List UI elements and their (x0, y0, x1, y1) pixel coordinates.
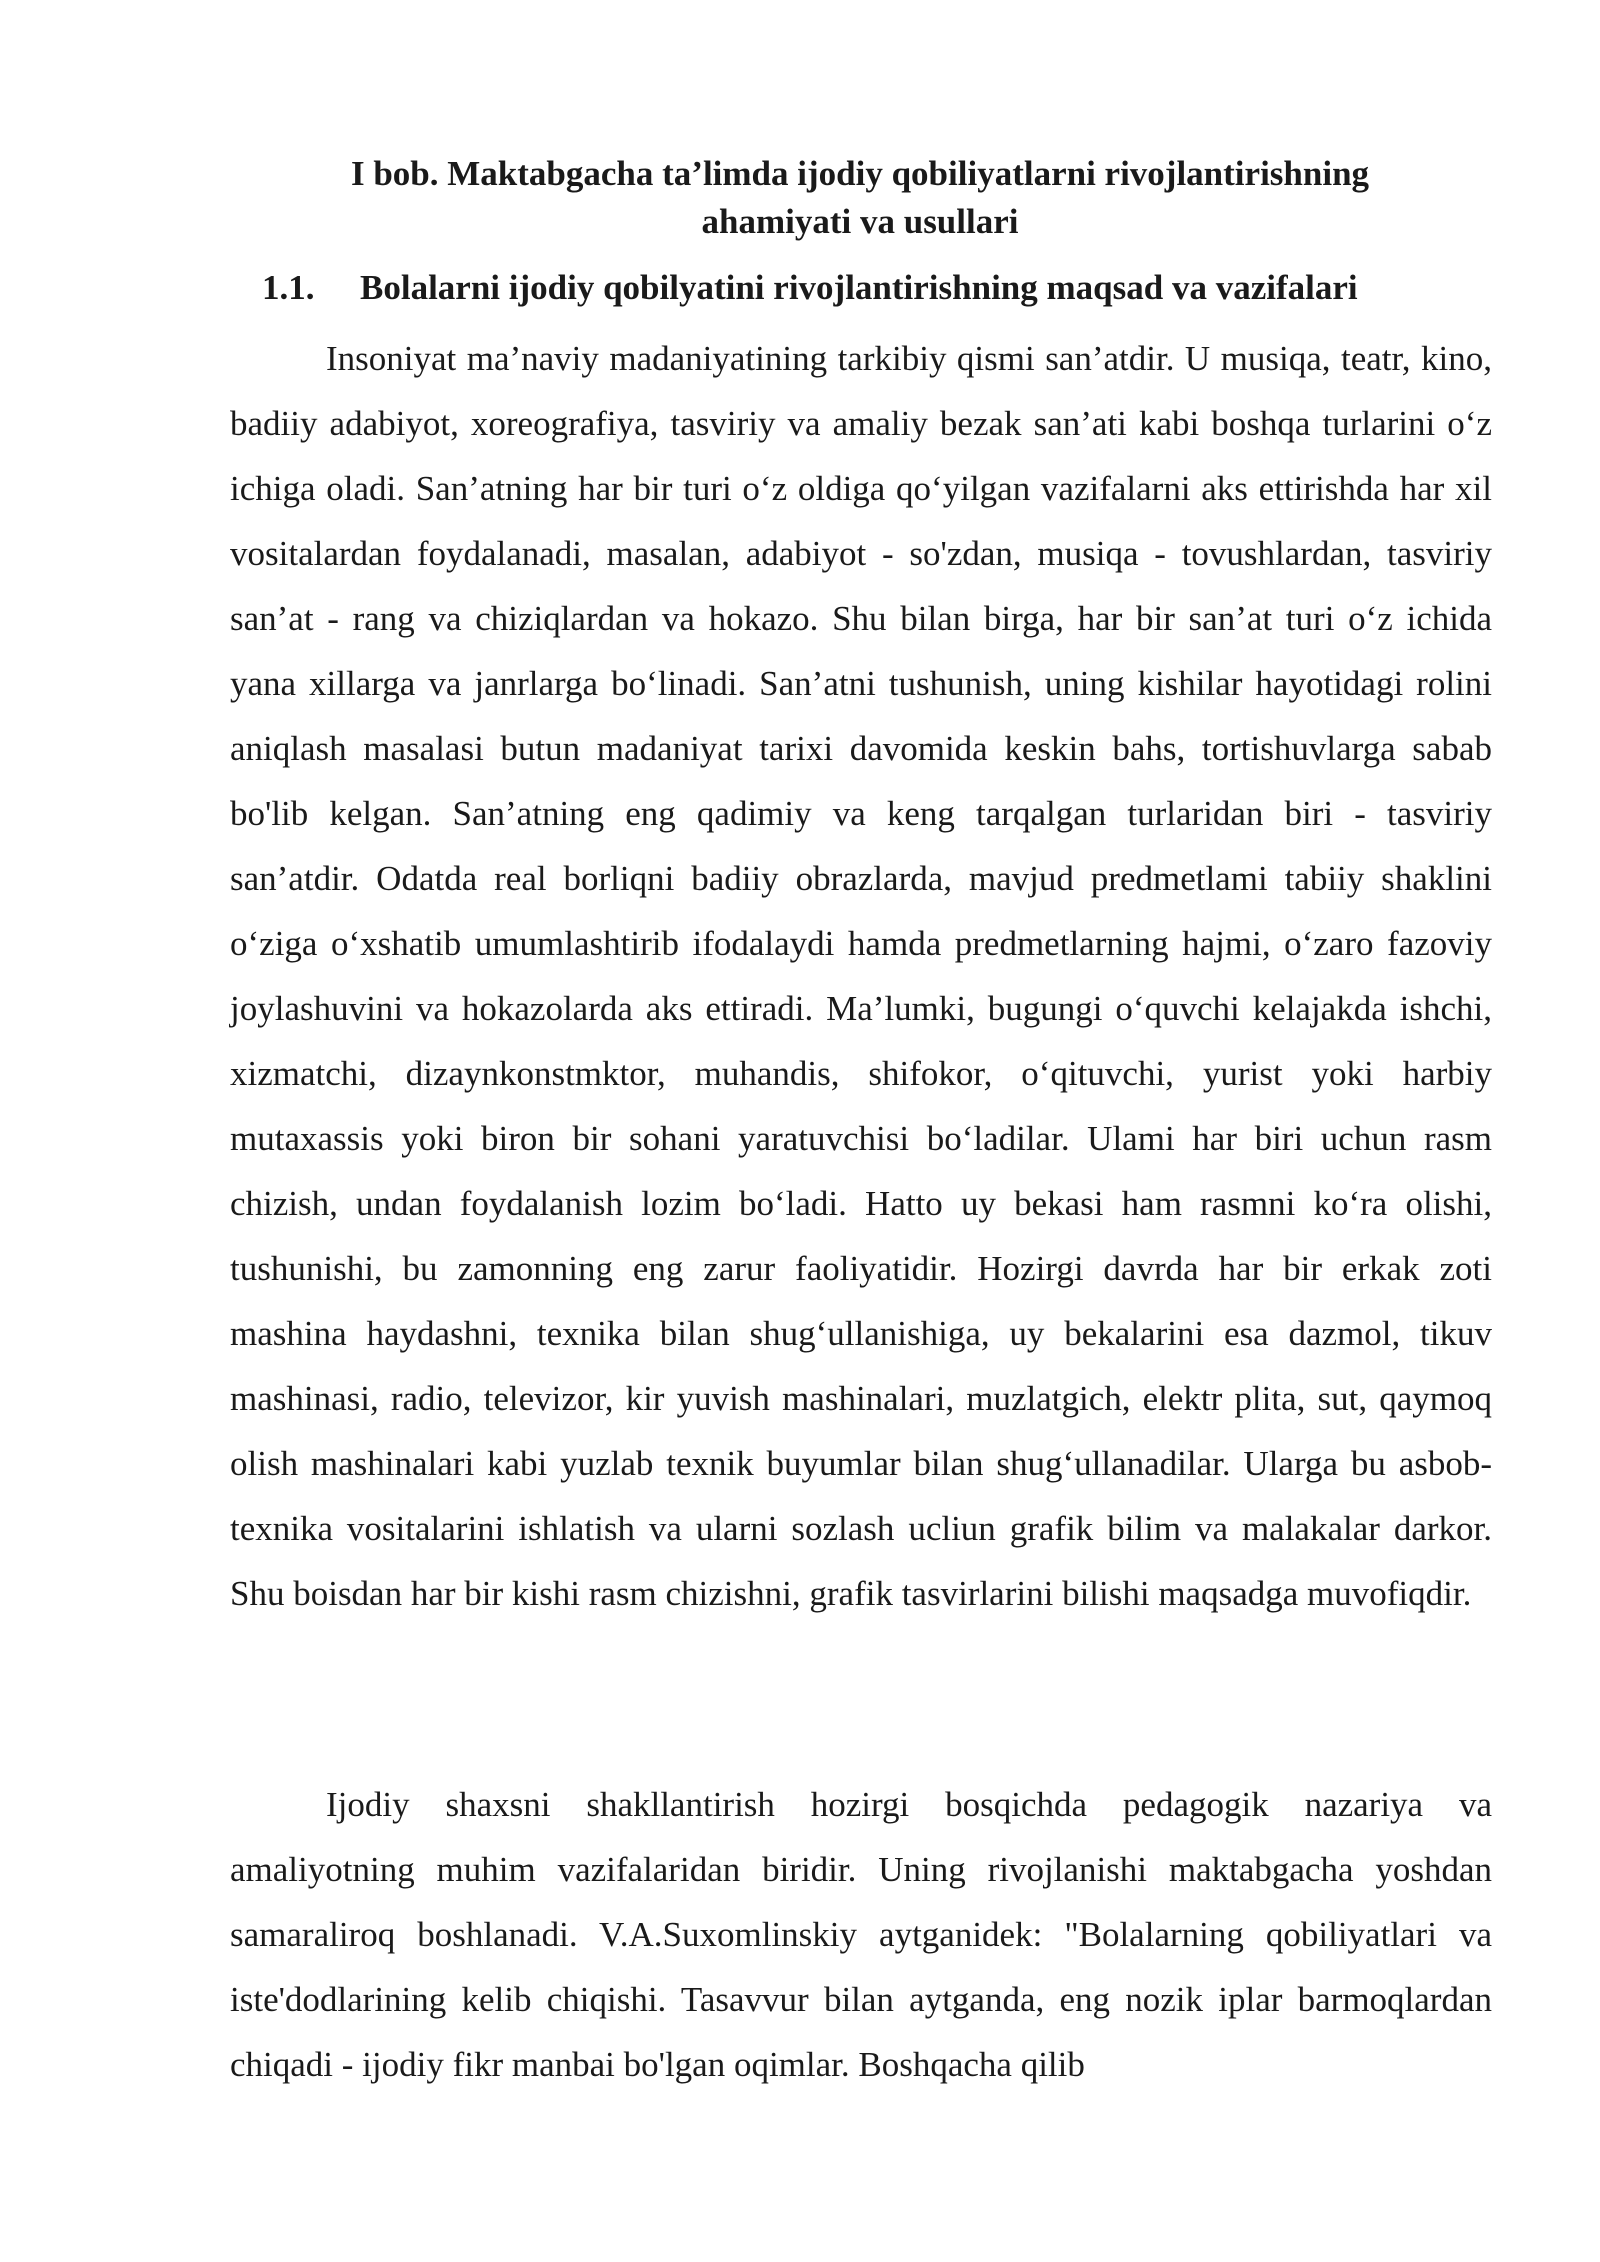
section-title: Bolalarni ijodiy qobilyatini rivojlantirishning maqsad va vazifalari (360, 268, 1358, 307)
body-paragraph-2: Ijodiy shaxsni shakllantirish hozirgi bosqichda pedagogik nazariya va amaliyotning muhim vazifalaridan biridir. Uning rivojlanishi maktabgacha yoshdan samaraliroq boshlanadi. V.A.Suxomlinskiy aytganidek: "Bolalarning qobiliyatlari va iste'dodlarining kelib chiqishi. Tasavvur bilan aytganda, eng nozik iplar barmoqlardan chiqadi - ijodiy fikr manbai bo'lgan oqimlar. Boshqacha qilib (230, 1785, 1492, 2084)
chapter-title (230, 150, 1490, 246)
section-number: 1.1. (262, 268, 315, 307)
body-paragraph-1: Insoniyat ma’naviy madaniyatining tarkibiy qismi san’atdir. U musiqa, teatr, kino, badiiy adabiyot, xoreografiya, tasviriy va amaliy bezak san’ati kabi boshqa turlarini o‘z ichiga oladi. San’atning har bir turi o‘z oldiga qo‘yilgan vazifalarni aks ettirishda har xil vositalardan foydalanadi, masalan, adabiyot - so'zdan, musiqa - tovushlardan, tasviriy san’at - rang va chiziqlardan va hokazo. Shu bilan birga, har bir san’at turi o‘z ichida yana xillarga va janrlarga bo‘linadi. San’atni tushunish, uning kishilar hayotidagi rolini aniqlash masalasi butun madaniyat tarixi davomida keskin bahs, tortishuvlarga sabab bo'lib kelgan. San’atning eng qadimiy va keng tarqalgan turlaridan biri - tasviriy san’atdir. Odatda real borliqni badiiy obrazlarda, mavjud predmetlami tabiiy shaklini o‘ziga o‘xshatib umumlashtirib ifodalaydi hamda predmetlarning hajmi, o‘zaro fazoviy joylashuvini va hokazolarda aks ettiradi. Ma’lumki, bugungi o‘quvchi kelajakda ishchi, xizmatchi, dizaynkonstmktor, muhandis, shifokor, o‘qituvchi, yurist yoki harbiy mutaxassis yoki biron bir sohani yaratuvchisi bo‘ladilar. Ulami har biri uchun rasm chizish, undan foydalanish lozim bo‘ladi. Hatto uy bekasi ham rasmni ko‘ra olishi, tushunishi, bu zamonning eng zarur faoliyatidir. Hozirgi davrda har bir erkak zoti mashina haydashni, texnika bilan shug‘ullanishiga, uy bekalarini esa dazmol, tikuv mashinasi, radio, televizor, kir yuvish mashinalari, muzlatgich, elektr plita, sut, qaymoq olish mashinalari kabi yuzlab texnik buyumlar bilan shug‘ullanadilar. Ularga bu asbob-texnika vositalarini ishlatish va ularni sozlash ucliun grafik bilim va malakalar darkor. Shu boisdan har bir kishi rasm chizishni, grafik tasvirlarini bilishi maqsadga muvofiqdir. (230, 339, 1492, 1613)
chapter-title-line-1: I bob. Maktabgacha ta’limda ijodiy qobiliyatlarni rivojlantirishning (350, 154, 1370, 193)
section-heading (262, 264, 1522, 312)
chapter-title-line-2: ahamiyati va usullari (701, 202, 1019, 241)
